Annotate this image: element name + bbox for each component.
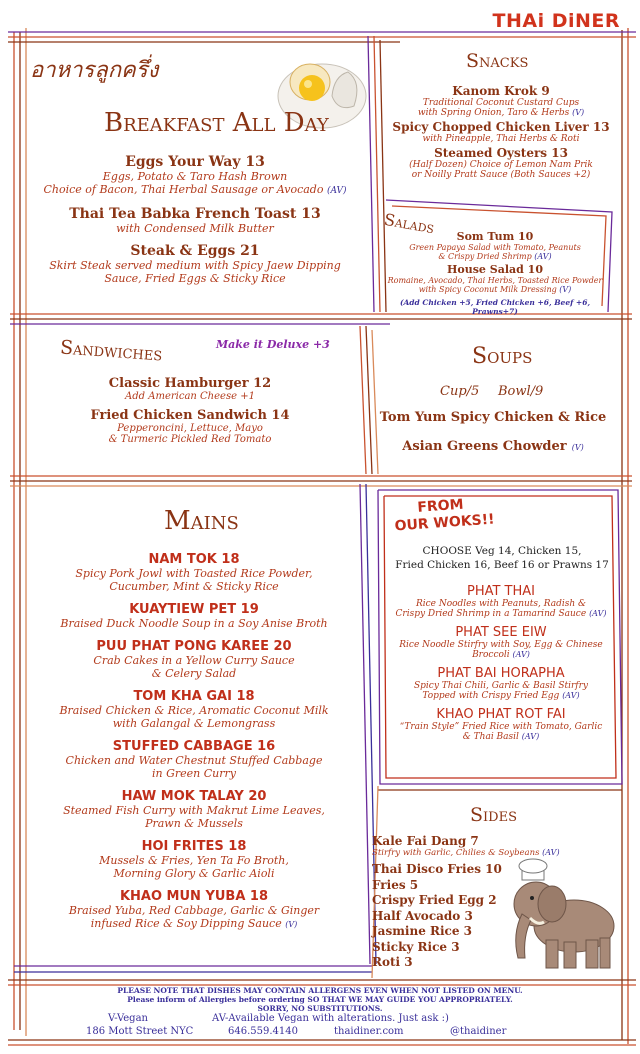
- breakfast-list: [30, 154, 360, 285]
- menu-item: NAM TOK 18 Spicy Pork Jowl with Toasted Rice Powder, Cucumber, Mint & Sticky Rice: [75, 552, 313, 593]
- snacks-title: Snacks: [466, 50, 529, 72]
- av-legend: AV-Available Vegan with alterations. Just ask :): [212, 1013, 449, 1024]
- menu-item: PHAT BAI HORAPHA Spicy Thai Chili, Garlic & Basil Stirfry Topped with Crispy Fried Egg (AV): [413, 666, 589, 701]
- woks-choose: CHOOSE Veg 14, Chicken 15, Fried Chicken 16, Beef 16 or Prawns 17: [395, 545, 609, 571]
- menu-item: Spicy Chopped Chicken Liver 13 with Pineapple, Thai Herbs & Roti: [392, 120, 610, 144]
- social-handle[interactable]: @thaidiner: [450, 1026, 507, 1037]
- list-item: Crispy Fried Egg 2: [372, 893, 497, 907]
- menu-item: KHAO MUN YUBA 18 Braised Yuba, Red Cabbage, Garlic & Ginger infused Rice & Soy Dipping Sauce (V): [68, 889, 320, 930]
- snacks-list: [386, 84, 616, 180]
- menu-item: KUAYTIEW PET 19 Braised Duck Noodle Soup in a Soy Anise Broth: [60, 602, 328, 630]
- menu-item: Steak & Eggs 21 Skirt Steak served medium with Spicy Jaew Dipping Sauce, Fried Eggs & Sticky Rice: [49, 243, 341, 285]
- list-item: Jasmine Rice 3: [372, 924, 473, 938]
- thai-script-title: อาหารลูกครึ่ง: [30, 58, 159, 83]
- menu-item: Som Tum 10 Green Papaya Salad with Tomato, Peanuts & Crispy Dried Shrimp (AV): [409, 230, 581, 261]
- sides-title: Sides: [470, 804, 517, 826]
- sides-first: Kale Fai Dang 7 Stirfry with Garlic, Chilies & Soybeans (AV): [372, 834, 560, 858]
- soups-list: [368, 410, 618, 454]
- deluxe-note: Make it Deluxe +3: [216, 338, 330, 351]
- list-item: Thai Disco Fries 10: [372, 862, 502, 876]
- menu-item: Steamed Oysters 13 (Half Dozen) Choice of Lemon Nam Prik or Noilly Pratt Sauce (Both Sauces +2): [409, 146, 593, 180]
- mains-list: [30, 552, 358, 931]
- vegan-legend: V-Vegan: [108, 1013, 148, 1024]
- menu-item: Tom Yum Spicy Chicken & Rice: [379, 410, 607, 425]
- menu-item: STUFFED CABBAGE 16 Chicken and Water Chestnut Stuffed Cabbage in Green Curry: [65, 739, 323, 780]
- list-item: Half Avocado 3: [372, 908, 473, 923]
- list-item: Sticky Rice 3: [372, 939, 460, 954]
- brand-logo: THAi DiNER: [492, 10, 620, 32]
- salads-title: Salads: [382, 209, 436, 238]
- menu-item: HAW MOK TALAY 20 Steamed Fish Curry with Makrut Lime Leaves, Prawn & Mussels: [63, 789, 325, 830]
- sandwiches-title: Sandwiches: [59, 336, 164, 366]
- menu-item: House Salad 10 Romaine, Avocado, Thai Herbs, Toasted Rice Powder with Spicy Coconut Milk Dressing (V): [387, 263, 603, 294]
- phone[interactable]: 646.559.4140: [228, 1026, 298, 1037]
- list-item: Fries 5: [372, 877, 419, 892]
- woks-list: [384, 584, 618, 742]
- mains-title: Mains: [164, 506, 239, 536]
- menu-item: PHAT THAI Rice Noodles with Peanuts, Radish & Crispy Dried Shrimp in a Tamarind Sauce (AV): [395, 584, 607, 619]
- salads-list: [380, 230, 610, 316]
- menu-item: HOI FRITES 18 Mussels & Fries, Yen Ta Fo Broth, Morning Glory & Garlic Aioli: [99, 839, 289, 880]
- salad-addons: (Add Chicken +5, Fried Chicken +6, Beef +6, Prawns+7): [399, 298, 591, 316]
- allergy-notice: PLEASE NOTE THAT DISHES MAY CONTAIN ALLERGENS EVEN WHEN NOT LISTED ON MENU. Please inform of Allergies before ordering SO THAT WE MAY GUIDE YOU APPROPRIATELY. SORRY, NO SUBSTITUTIONS.: [117, 986, 523, 1013]
- soups-title: Soups: [472, 344, 533, 369]
- menu-item: Fried Chicken Sandwich 14 Pepperoncini, Lettuce, Mayo & Turmeric Pickled Red Tomato: [90, 408, 290, 445]
- breakfast-title: Breakfast All Day: [104, 108, 329, 138]
- soup-bowl-price: Bowl/9: [498, 384, 544, 399]
- website-link[interactable]: thaidiner.com: [334, 1026, 404, 1037]
- menu-item: Asian Greens Chowder (V): [402, 439, 584, 454]
- menu-item: Classic Hamburger 12 Add American Cheese +1: [108, 376, 272, 402]
- menu-item: PHAT SEE EIW Rice Noodle Stirfry with Soy, Egg & Chinese Broccoli (AV): [399, 625, 603, 660]
- elephant-chef-illustration: [500, 858, 624, 978]
- menu-item: KHAO PHAT ROT FAI “Train Style” Fried Rice with Tomato, Garlic & Thai Basil (AV): [399, 707, 603, 742]
- sandwiches-list: [30, 376, 350, 445]
- menu-item: TOM KHA GAI 18 Braised Chicken & Rice, Aromatic Coconut Milk with Galangal & Lemongrass: [59, 689, 329, 730]
- list-item: Roti 3: [372, 955, 413, 969]
- menu-item: Eggs Your Way 13 Eggs, Potato & Taro Hash Brown Choice of Bacon, Thai Herbal Sausage or Avocado (AV): [43, 154, 347, 196]
- woks-title: FROM OUR WOKS!!: [394, 496, 495, 535]
- menu-item: Thai Tea Babka French Toast 13 with Condensed Milk Butter: [69, 206, 321, 235]
- menu-item: Kanom Krok 9 Traditional Coconut Custard Cups with Spring Onion, Taro & Herbs (V): [417, 84, 585, 118]
- address: 186 Mott Street NYC: [86, 1026, 194, 1037]
- menu-item: PUU PHAT PONG KAREE 20 Crab Cakes in a Yellow Curry Sauce & Celery Salad: [93, 639, 295, 680]
- soup-cup-price: Cup/5: [440, 384, 480, 399]
